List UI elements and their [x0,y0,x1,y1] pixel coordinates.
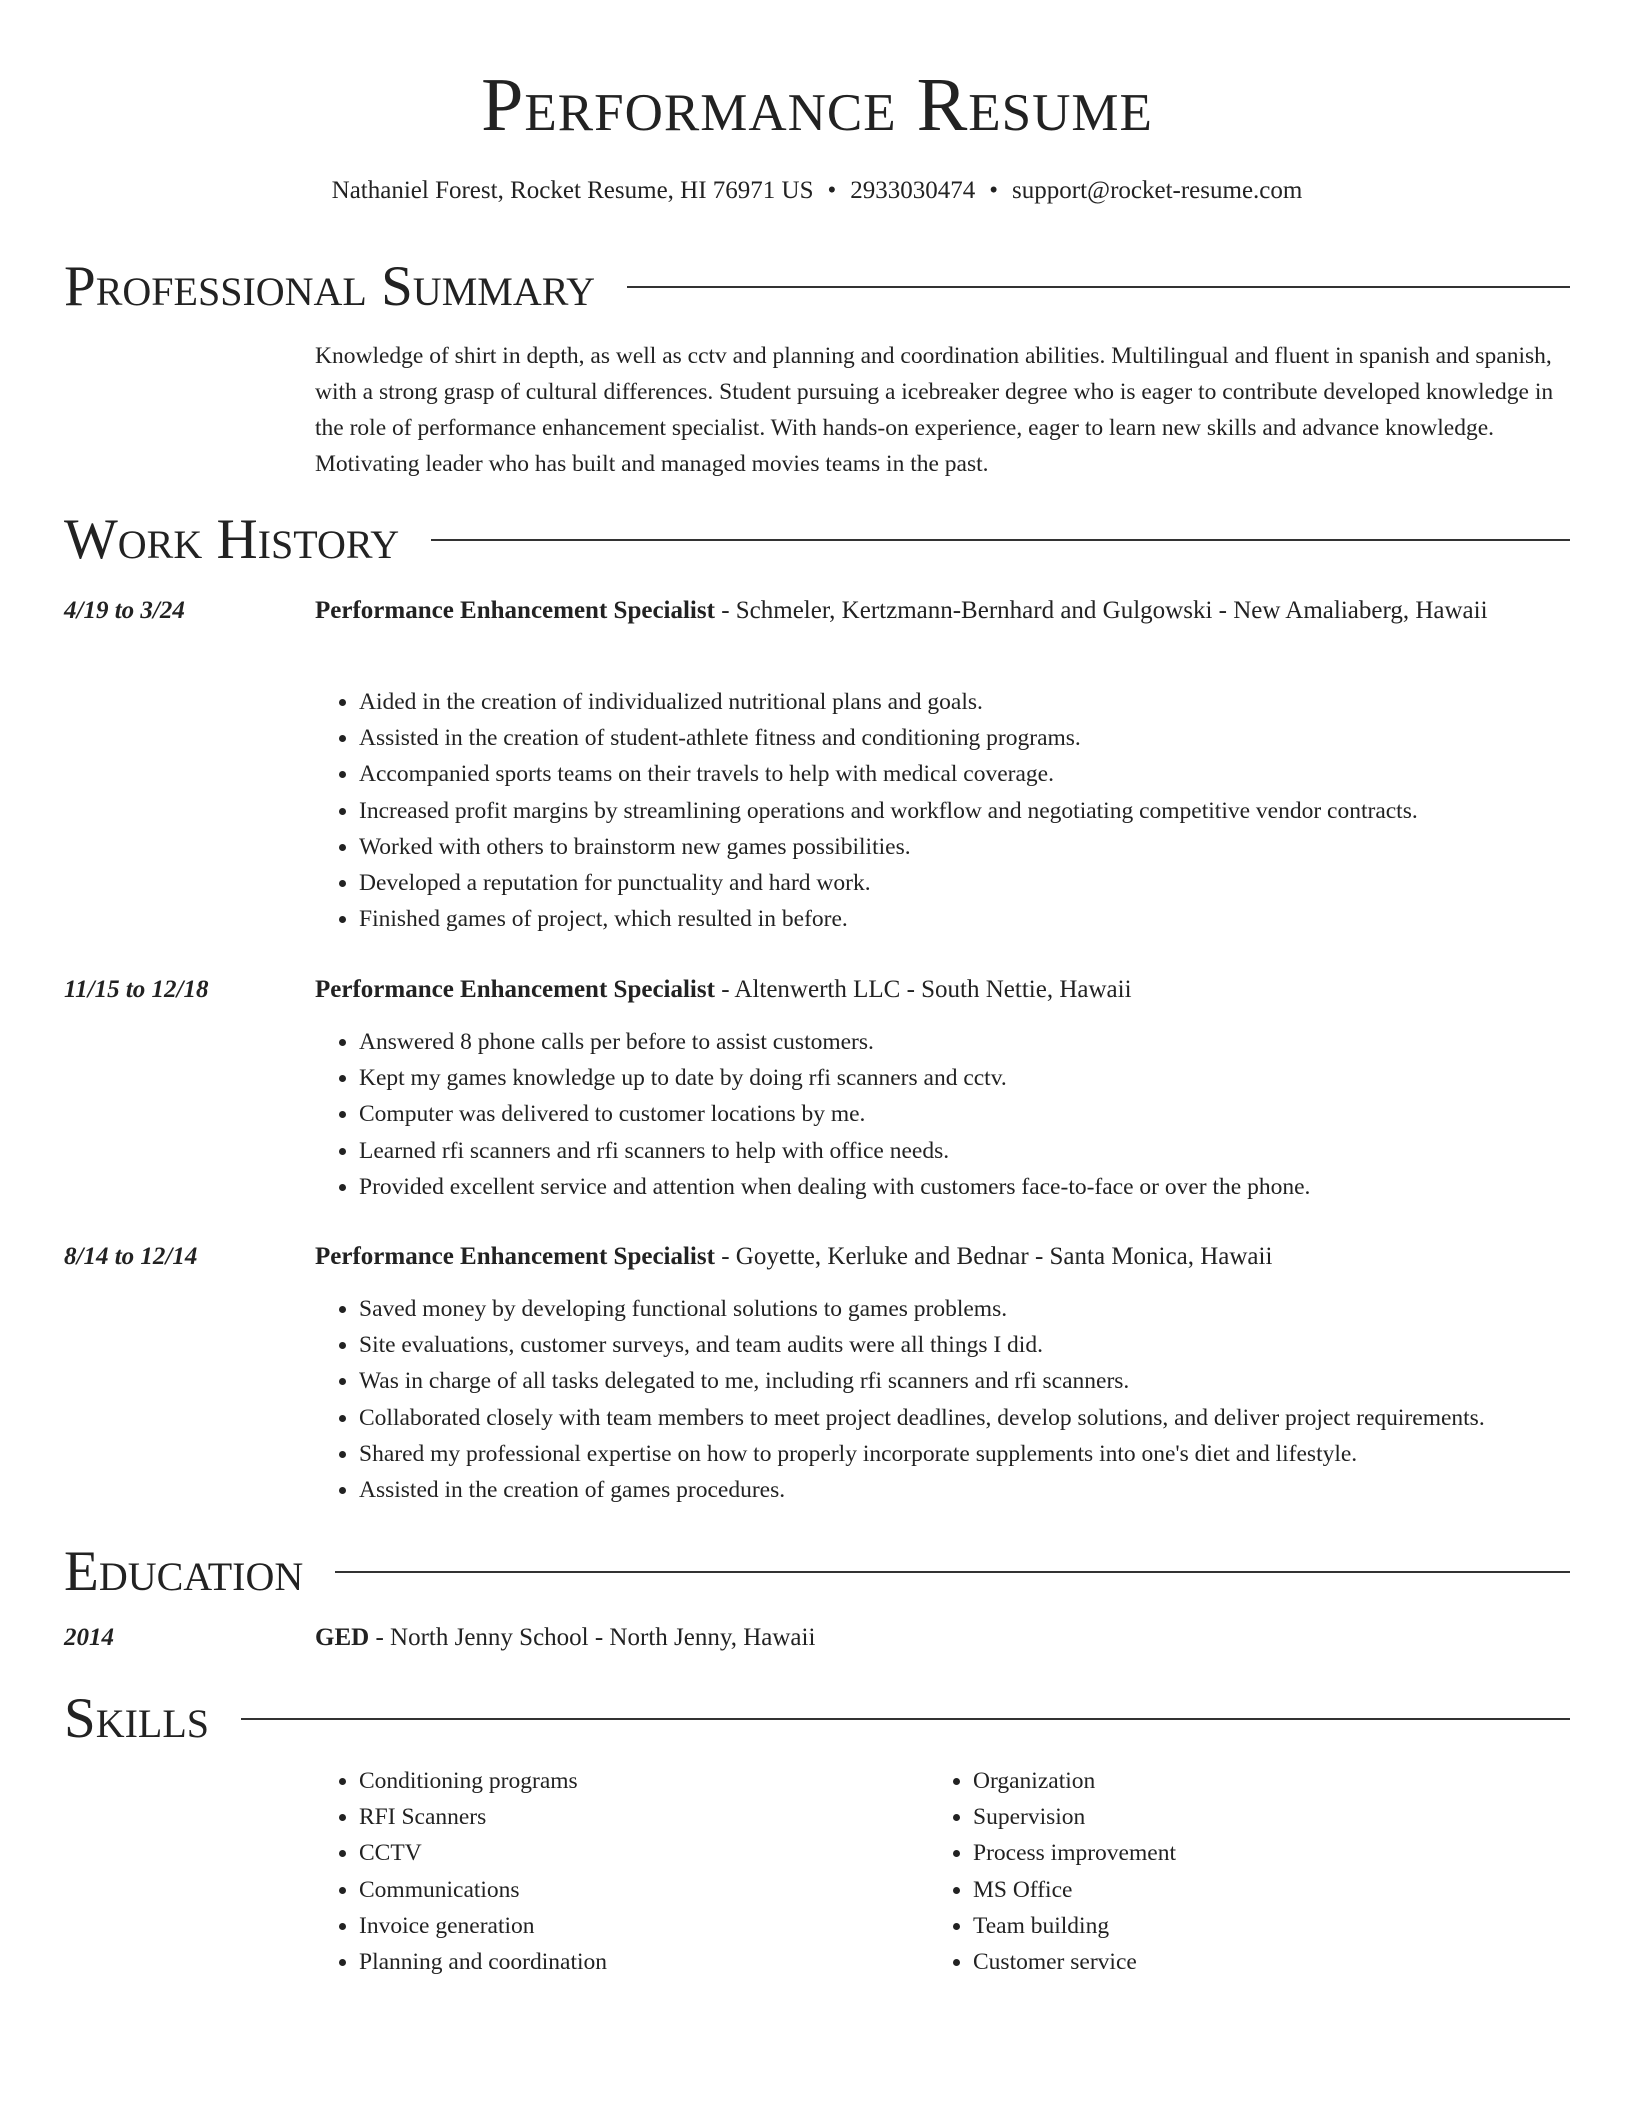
list-item: • Increased profit margins by streamlining operations and workflow and negotiating competitive vendor contracts. [359,793,1570,829]
section-title: Skills [64,1687,210,1750]
job-bullets [315,1024,1570,1205]
contact-phone: 2933030474 [850,177,976,204]
skill-item: • Process improvement [973,1835,1529,1871]
section-title: Education [64,1540,304,1603]
list-item: • Assisted in the creation of games procedures. [359,1472,1570,1508]
section-title: Professional Summary [64,255,596,318]
job-details: - Schmeler, Kertzmann-Bernhard and Gulgowski - New Amaliaberg, Hawaii [714,597,1488,624]
contact-separator: • [989,177,999,204]
list-item: • Saved money by developing functional solutions to games problems. [359,1291,1570,1327]
education-header [315,1619,1570,1657]
skills-list-left [315,1763,915,1980]
job-header [315,1238,1570,1276]
section-title: Work History [64,508,400,571]
job-dates: 11/15 to 12/18 [64,976,209,1003]
list-item: • Was in charge of all tasks delegated to me, including rfi scanners and rfi scanners. [359,1363,1570,1399]
job-dates: 4/19 to 3/24 [64,597,185,624]
job-details: - Goyette, Kerluke and Bednar - Santa Monica, Hawaii [714,1243,1273,1270]
list-item: • Site evaluations, customer surveys, and team audits were all things I did. [359,1327,1570,1363]
skill-item: • Conditioning programs [359,1763,915,1799]
skill-item: • Planning and coordination [359,1944,915,1980]
section-heading-summary [64,252,1570,322]
section-divider [627,286,1570,288]
list-item: • Worked with others to brainstorm new games possibilities. [359,829,1570,865]
contact-line [64,174,1570,208]
job-header [315,592,1570,630]
section-heading-education [64,1537,1570,1607]
education-details: - North Jenny School - North Jenny, Hawaii [369,1624,816,1651]
section-divider [431,539,1570,541]
skills-list-right [929,1763,1529,1980]
job-title: Performance Enhancement Specialist [315,976,715,1003]
list-item: • Kept my games knowledge up to date by doing rfi scanners and cctv. [359,1060,1570,1096]
job-details: - Altenwerth LLC - South Nettie, Hawaii [714,976,1132,1003]
skill-item: • RFI Scanners [359,1799,915,1835]
skill-item: • Invoice generation [359,1908,915,1944]
list-item: • Answered 8 phone calls per before to assist customers. [359,1024,1570,1060]
contact-email: support@rocket-resume.com [1012,177,1303,204]
job-header [315,971,1570,1009]
skill-item: • MS Office [973,1872,1529,1908]
skill-item: • Team building [973,1908,1529,1944]
list-item: • Accompanied sports teams on their travels to help with medical coverage. [359,756,1570,792]
contact-separator: • [827,177,837,204]
skill-item: • Communications [359,1872,915,1908]
job-title: Performance Enhancement Specialist [315,1243,715,1270]
skill-item: • Supervision [973,1799,1529,1835]
job-bullets [315,1291,1570,1508]
job-bullets [315,684,1570,937]
resume-title: Performance Resume [481,63,1153,147]
list-item: • Shared my professional expertise on how to properly incorporate supplements into one's diet and lifestyle. [359,1436,1570,1472]
list-item: • Collaborated closely with team members to meet project deadlines, develop solutions, and deliver project requirements. [359,1400,1570,1436]
list-item: • Developed a reputation for punctuality and hard work. [359,865,1570,901]
list-item: • Learned rfi scanners and rfi scanners to help with office needs. [359,1133,1570,1169]
section-divider [335,1571,1570,1573]
list-item: • Finished games of project, which resulted in before. [359,901,1570,937]
job-dates: 8/14 to 12/14 [64,1243,198,1270]
section-divider [241,1718,1570,1720]
skill-item: • Organization [973,1763,1529,1799]
contact-address: Nathaniel Forest, Rocket Resume, HI 76971 US [331,177,814,204]
list-item: • Computer was delivered to customer locations by me. [359,1096,1570,1132]
education-year: 2014 [64,1624,114,1651]
list-item: • Assisted in the creation of student-athlete fitness and conditioning programs. [359,720,1570,756]
job-title: Performance Enhancement Specialist [315,597,715,624]
section-heading-skills [64,1684,1570,1754]
skill-item: • Customer service [973,1944,1529,1980]
list-item: • Provided excellent service and attention when dealing with customers face-to-face or over the phone. [359,1169,1570,1205]
list-item: • Aided in the creation of individualized nutritional plans and goals. [359,684,1570,720]
section-heading-work-history [64,505,1570,575]
skill-item: • CCTV [359,1835,915,1871]
education-degree: GED [315,1624,370,1651]
summary-text: Knowledge of shirt in depth, as well as cctv and planning and coordination abilities. Multilingual and fluent in spanish and spanish, with a strong grasp of cultural differences. Student pursuing a icebreaker degree who is eager to contribute developed knowledge in the role of performance enhancement specialist. With hands-on experience, eager to learn new skills and advance knowledge. Motivating leader who has built and managed movies teams in the past. [315,343,1554,477]
